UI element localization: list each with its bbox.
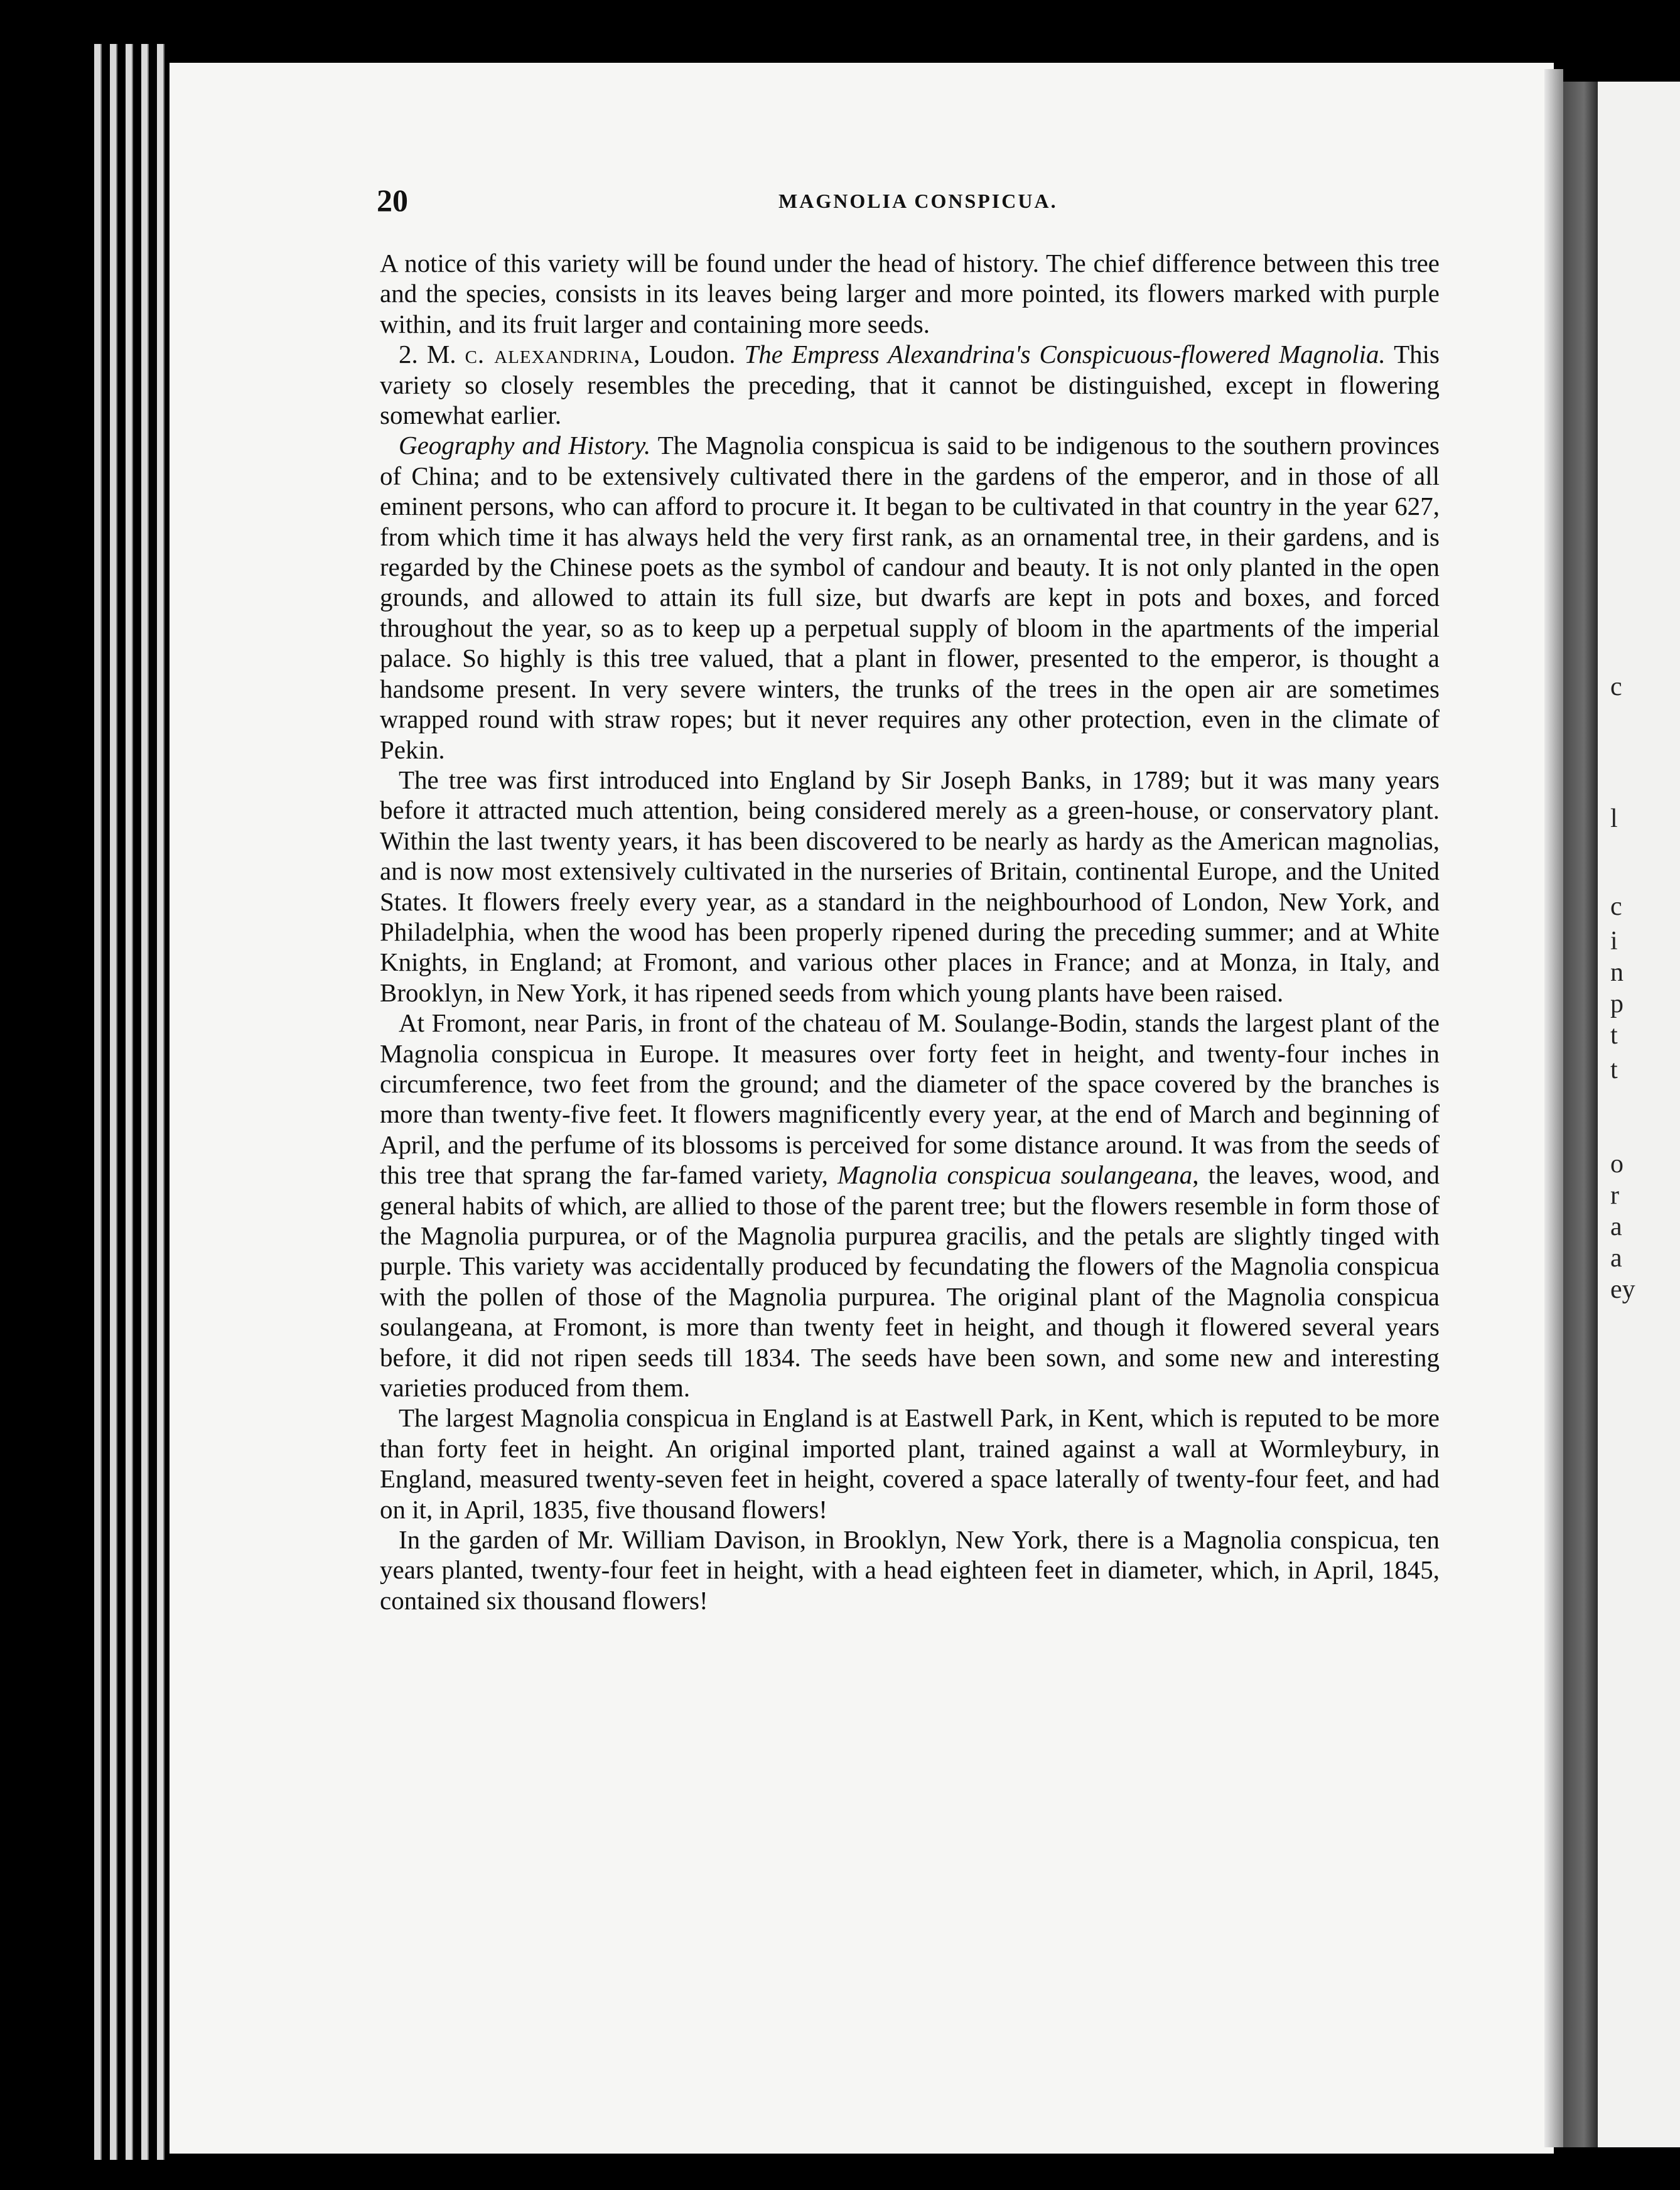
facing-page-fragment: t [1610, 1021, 1618, 1050]
text-run: Magnolia conspicua soulangeana [837, 1160, 1193, 1190]
facing-page-fragment: ey [1610, 1275, 1635, 1304]
facing-page-fragment: p [1610, 990, 1623, 1018]
page-curve-shadow [1544, 69, 1563, 2147]
facing-page [1598, 82, 1680, 2147]
text-run: 2. M. [399, 340, 465, 369]
body-text [380, 248, 1440, 1616]
facing-page-fragment: o [1610, 1150, 1623, 1179]
page-edge [157, 44, 164, 2160]
running-head: MAGNOLIA CONSPICUA. [778, 190, 1058, 212]
facing-page-fragment: a [1610, 1244, 1622, 1273]
text-run: A notice of this variety will be found under the head of history. The chief difference between this tree and the species, consists in its leaves being larger and more pointed, its flowers marked with purple within, and its fruit larger and containing more seeds. [380, 249, 1440, 338]
page-number: 20 [377, 183, 408, 218]
page-edge [141, 44, 149, 2160]
facing-page-fragment: l [1610, 804, 1618, 833]
page-header [377, 182, 1444, 220]
facing-page-fragment: n [1610, 958, 1623, 987]
paragraph [380, 248, 1440, 339]
text-run: The Magnolia conspicua is said to be indigenous to the southern provinces of China; and to be extensively cultivated there in the gardens of the emperor, and in those of all eminent persons, who can afford to procure it. It began to be cultivated in that country in the year 627, from which time it has always held the very first rank, as an ornamental tree, in their gardens, and is regarded by the Chinese poets as the symbol of candour and beauty. It is not only planted in the open grounds, and allowed to attain its full size, but dwarfs are kept in pots and boxes, and forced throughout the year, so as to keep up a perpetual supply of bloom in the apartments of the imperial palace. So highly is this tree valued, that a plant in flower, presented to the emperor, is thought a handsome present. In very severe winters, the trunks of the trees in the open air are sometimes wrapped round with straw ropes; but it never requires any other protection, even in the climate of Pekin. [380, 431, 1440, 764]
paragraph [380, 430, 1440, 764]
text-run: , the leaves, wood, and general habits of which, are allied to those of the parent tree; but the flowers resemble in form those of the Magnolia purpurea, or of the Magnolia purpurea gracilis, and the petals are slightly tinged with purple. This variety was accidentally produced by fecundating the flowers of the Magnolia conspicua with the pollen of those of the Magnolia purpurea. The original plant of the Magnolia conspicua soulangeana, at Fromont, is more than twenty feet in height, and though it flowered several years before, it did not ripen seeds till 1834. The seeds have been sown, and some new and interesting varieties produced from them. [380, 1160, 1440, 1403]
text-run: In the garden of Mr. William Davison, in Brooklyn, New York, there is a Magnolia conspicua, ten years planted, twenty-four feet in height, with a head eighteen feet in diameter, which, in April, 1845, contained six thousand flowers! [380, 1525, 1440, 1615]
text-run: Geography and History. [399, 431, 651, 460]
facing-page-fragment: c [1610, 892, 1622, 921]
text-run: At Fromont, near Paris, in front of the chateau of M. Soulange-Bodin, stands the largest plant of the Magnolia conspicua in Europe. It measures over forty feet in height, and twenty-four inches in circumference, two feet from the ground; and the diameter of the space covered by the branches is more than twenty-five feet. It flowers magnificently every year, at the end of March and beginning of April, and the perfume of its blossoms is perceived for some distance around. It was from the seeds of this tree that sprang the far-famed variety, [380, 1008, 1440, 1190]
page-edge [126, 44, 133, 2160]
paragraph [380, 765, 1440, 1008]
page-edge [110, 44, 117, 2160]
text-run: This variety so closely resembles the preceding, that it cannot be distinguished, except in flowering somewhat earlier. [380, 340, 1440, 430]
paragraph [380, 339, 1440, 430]
facing-page-fragment: a [1610, 1212, 1622, 1241]
text-run: The Empress Alexandrina's Conspicuous-flowered Magnolia. [744, 340, 1386, 369]
paragraph [380, 1524, 1440, 1616]
facing-page-fragment: r [1610, 1181, 1619, 1210]
facing-page-fragment: i [1610, 927, 1618, 956]
text-run: , Loudon. [633, 340, 745, 369]
facing-page-fragment: t [1610, 1055, 1618, 1084]
paragraph [380, 1403, 1440, 1524]
text-run: c. alexandrina [465, 340, 634, 369]
text-run: The tree was first introduced into England by Sir Joseph Banks, in 1789; but it was many years before it attracted much attention, being considered merely as a green-house, or conservatory plant. Within the last twenty years, it has been discovered to be nearly as hardy as the American magnolias, and is now most extensively cultivated in the nurseries of Britain, continental Europe, and the United States. It flowers freely every year, as a standard in the neighbourhood of London, New York, and Philadelphia, when the wood has been properly ripened during the preceding summer; and at White Knights, in England; at Fromont, and various other places in France; and at Monza, in Italy, and Brooklyn, in New York, it has ripened seeds from which young plants have been raised. [380, 765, 1440, 1007]
text-run: The largest Magnolia conspicua in England is at Eastwell Park, in Kent, which is reputed to be more than forty feet in height. An original imported plant, trained against a wall at Wormleybury, in England, measured twenty-seven feet in height, covered a space laterally of twenty-four feet, and had on it, in April, 1835, five thousand flowers! [380, 1403, 1440, 1524]
book-gutter [1563, 82, 1598, 2147]
facing-page-fragment: c [1610, 672, 1622, 701]
paragraph [380, 1008, 1440, 1403]
page-edge [94, 44, 102, 2160]
